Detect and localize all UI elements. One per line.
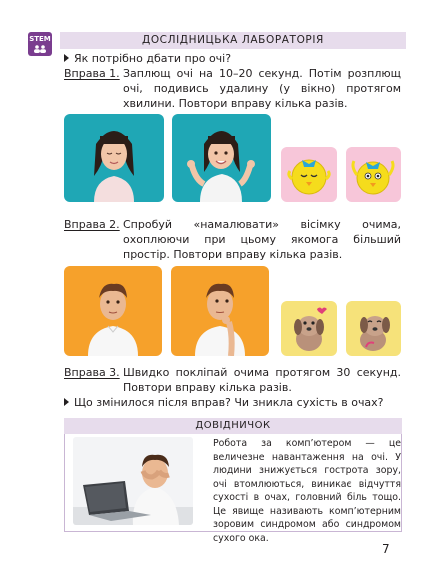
exercise-1-label: Вправа 1.	[64, 67, 120, 80]
question-1: Як потрібно дбати про очі?	[64, 52, 231, 66]
people-icon	[32, 45, 48, 53]
exercise-3-label: Вправа 3.	[64, 366, 120, 379]
page-number: 7	[382, 542, 390, 556]
cartoon-dog-looking-up	[281, 301, 337, 356]
exercise-1-text: Заплющ очі на 10–20 секунд. Потім розплющ очі, подивись удалину (у вікно) протягом хвилини. Повтори вправу кілька разів.	[123, 67, 401, 110]
bullet-triangle-icon	[64, 54, 69, 62]
cartoon-chick-eyes-closed	[281, 147, 337, 202]
girl-stretching-photo	[172, 114, 271, 202]
question-2: Що змінилося після вправ? Чи зникла сухість в очах?	[64, 396, 384, 410]
cartoon-dog-thinking	[346, 301, 401, 356]
boy-looking-up-photo	[64, 266, 162, 356]
girl-eyes-closed-photo	[64, 114, 164, 202]
bullet-triangle-icon	[64, 398, 69, 406]
exercise-2-text: Спробуй «намалювати» вісімку очима, охоплюючи при цьому якомога більший простір. Повтори вправу кілька разів.	[123, 218, 401, 261]
info-title: ДОВІДНИЧОК	[195, 420, 271, 431]
info-header-bar	[64, 418, 402, 434]
stem-label: STEM	[29, 35, 51, 43]
section-header-bar	[60, 32, 406, 49]
cartoon-chick-stretching	[346, 147, 401, 202]
stem-badge	[28, 32, 52, 56]
info-text: Робота за комп’ютером — це величезне навантаження на очі. У людини знижується гострота зору, очі втомлюються, виникає відчуття сухості в очах, головний біль тощо. Це явище називають комп’ютерним зоровим синдромом або синдромом сухого ока.	[213, 438, 401, 544]
exercise-2-label: Вправа 2.	[64, 218, 120, 231]
exercise-3-text: Швидко покліпай очима протягом 30 секунд. Повтори вправу кілька разів.	[123, 366, 401, 394]
boy-thinking-photo	[171, 266, 269, 356]
section-title: ДОСЛІДНИЦЬКА ЛАБОРАТОРІЯ	[142, 34, 324, 46]
boy-at-laptop-photo	[73, 437, 193, 525]
